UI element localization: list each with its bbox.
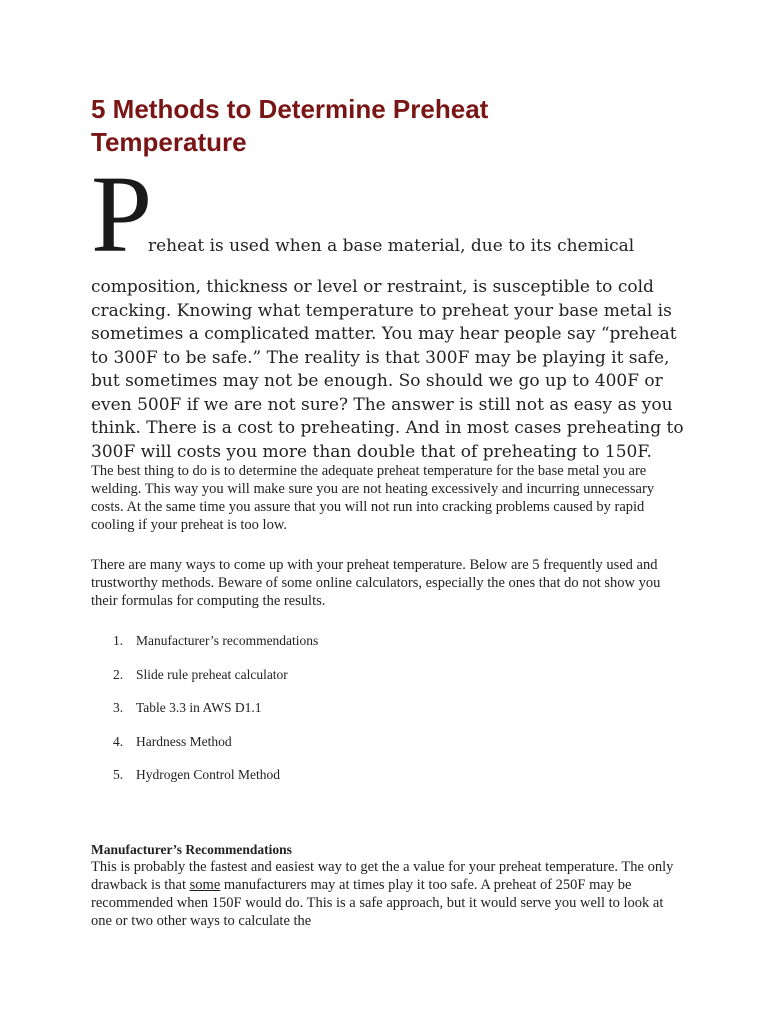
intro-paragraph: composition, thickness or level or restraint, is susceptible to cold cracking. Knowing what temperature to preheat your base metal is sometimes a complicated matter. You may hear people say “preheat to 300F to be safe.” The reality is that 300F may be playing it safe, but sometimes may not be enough. So should we go up to 400F or even 500F if we are not sure? The answer is still not as easy as you think. There is a cost to preheating. And in most cases preheating to 300F will costs you more than double that of preheating to 150F. bbox=[91, 277, 684, 462]
paragraph-manufacturer bbox=[91, 858, 681, 930]
list-item bbox=[91, 632, 591, 666]
list-item bbox=[91, 766, 591, 800]
section-heading: Manufacturer’s Recommendations bbox=[91, 842, 292, 857]
paragraph-text: This is probably the fastest and easiest way to get the a value for your preheat temperature. The only drawback is that bbox=[91, 859, 674, 893]
paragraph-adequate-preheat: The best thing to do is to determine the adequate preheat temperature for the base metal you are welding. This way you will make sure you are not heating excessively and incurring unnecessary costs. At the same time you assure that you will not run into cracking problems caused by rapid cooling if your preheat is too low. bbox=[91, 463, 655, 533]
list-item-label: Hydrogen Control Method bbox=[136, 767, 280, 782]
list-item-label: Table 3.3 in AWS D1.1 bbox=[136, 700, 262, 715]
list-number: 4. bbox=[113, 733, 124, 749]
list-number: 3. bbox=[113, 700, 124, 715]
list-item-label: Slide rule preheat calculator bbox=[136, 666, 288, 682]
list-item bbox=[91, 733, 591, 767]
list-item-label: Manufacturer’s recommendations bbox=[136, 633, 319, 648]
methods-list bbox=[91, 632, 591, 800]
list-item-label: Hardness Method bbox=[136, 733, 232, 749]
list-number: 5. bbox=[113, 767, 124, 782]
drop-cap: P bbox=[91, 153, 153, 275]
intro-first-line: reheat is used when a base material, due to its chemical bbox=[148, 236, 635, 256]
list-number: 2. bbox=[113, 666, 124, 682]
list-number: 1. bbox=[113, 633, 124, 648]
paragraph-text: manufacturers may at times play it too safe. A preheat of 250F may be recommended when 150F would do. This is a safe approach, but it would serve you well to look at one or two other ways to calculate the bbox=[91, 877, 664, 929]
article-title: 5 Methods to Determine Preheat Temperature bbox=[91, 94, 489, 157]
paragraph-methods-intro: There are many ways to come up with your preheat temperature. Below are 5 frequently used and trustworthy methods. Beware of some online calculators, especially the ones that do not show you their formulas for computing the results. bbox=[91, 557, 661, 609]
list-item bbox=[91, 666, 591, 700]
underlined-word: some bbox=[189, 877, 221, 893]
list-item bbox=[91, 699, 591, 733]
